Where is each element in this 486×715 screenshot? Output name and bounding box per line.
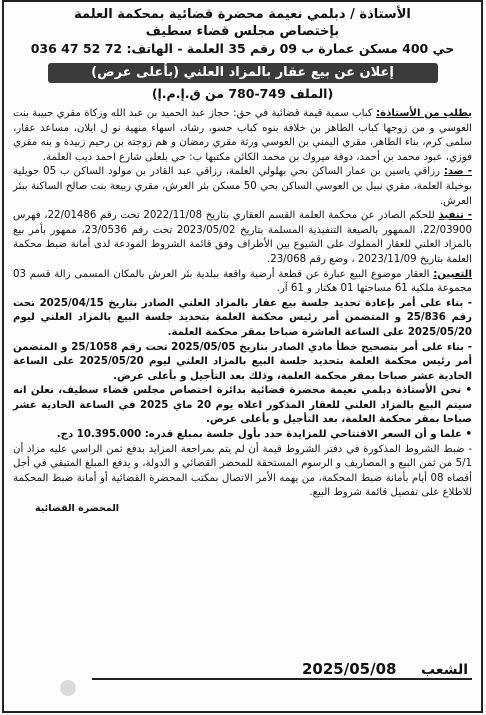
ink-smudge [60, 680, 76, 696]
paragraph-text: - ضبط الشروط المذكورة في دفتر الشروط قيمة أن لم يتم بمراجعة المزايد بدفع ثمن الراسي عليه مزاد أن 5/1 من ثمن البيع و المصاريف و الرسوم المستحقة للمحضر القضائي و الدولة، و يدفع المبلغ المتبقي في أجل أقصاه 08 أيام بأمانة ضبط المحكمة، من يهمه الأمر الاتصال بمكتب المحضرة القضائية أو أمانة ضبط المحكمة للاطلاع على تفصيل قائمة شروط البيع. [13, 443, 472, 499]
newspaper-name: الشعب [420, 662, 468, 678]
announcement-title: إعلان عن بيع عقار بالمزاد العلني (بأعلى عرض) [91, 65, 394, 80]
paragraph-text: رزاقي ياسين بن عمار الساكن بحي بهلولي العلمة، رزاقي عبد القادر بن مولود الساكن ب 05 جويلية بوخيلة العلمة، مقري نبيل بن العوسي الساكن بحي 50 مسكن بئر العرش، مقري ربيعة بنت صالح الساكنة ببئر العرش. [13, 166, 473, 207]
address-phone-line: حي 400 مسكن عمارة ب 09 رقم 35 العلمة - الهاتف: 72 52 47 036 [30, 41, 455, 56]
paragraph-lead: بطلب من الأستاذة: [376, 108, 472, 119]
paragraph-text: - بناء على أمر بتصحيح خطأ مادي الصادر بتاريخ 2025/05/05 تحت رقم 25/1058 و المتضمن أمر رئيس محكمة العلمة بتحديد جلسة البيع بالمزاد العلني ليوم 2025/05/20 على الساعة الحادية عشر صباحا بمقر محكمة العلمة، وذلك بعد التأجيل و بأعلى عرض. [13, 341, 472, 382]
paragraph-reschedule-order [13, 297, 472, 341]
footer-rule [92, 678, 472, 680]
newspaper-footer [2, 658, 482, 698]
paragraph-lead: - ضد: [443, 166, 473, 178]
paragraph-conditions [13, 443, 472, 501]
paragraph-requester [13, 107, 472, 165]
bailiff-header [4, 2, 481, 57]
bailiff-name-line: الأستاذة / دبلمي نعيمة محضرة قضائية بمحكمة العلمة [74, 7, 411, 22]
announcement-title-box [48, 63, 438, 83]
paragraph-text: للحكم الصادر عن محكمة العلمة القسم العقاري بتاريخ 2022/11/08 تحت رقم 22/01486، فهرس 22/03900، الممهور بالصيغة التنفيذية المسلمة بتاريخ 2023/05/02 تحت رقم 23/0536، ممهور بأمر بيع بالمزاد العلني للعقار المملوك على الشيوع بين الأطراف وفق قائمة الشروط المودعة لدى أمانة ضبط محكمة العلمة بتاريخ 2023/11/09 ، وضع رقم 23/068. [13, 210, 473, 265]
signature: المحضرة القضائية [35, 503, 120, 515]
paragraph-lead: - تنفيذ [438, 210, 473, 222]
paragraph-text: • نحن الأستاذة دبلمي نعيمة محضرة قضائية بدائرة اختصاص مجلس قضاء سطيف، نعلن انه سيتم البيع بالمزاد العلني للعقار المذكور اعلاه يوم 20 ماي 2025 في الساعة الحادية عشر صباحا بمقر محكمة العلمة، بعد التأجيل و بأعلى عرض. [13, 385, 472, 426]
paragraph-opening-price [13, 428, 472, 443]
announcement-body [4, 107, 481, 517]
paragraph-text: العقار موضوع البيع عبارة عن قطعة أرضية واقعة ببلدية بئر العرش بالمكان المسمى زالة قسم 03 مجموعة ملكية 61 مساحتها 01 هكتار و 61 آر. [13, 268, 472, 295]
paragraph-correction-order [13, 341, 472, 385]
publication-date: 2025/05/08 [302, 660, 397, 678]
paragraph-text: كباب سمية قيمة قضائية في حق: حجاز عبد الحميد بن عبد الله وزكاة مقري حبيبة بنت العوسي و من زوجها كباب الطاهر بن خلافة بنوه كباب حسو، رشاد، اسهاء منهية نو ل ايلان، مساعد عقار، سلمى كرم، بناء الطاهر، مقري اليمني بن العوسي ورثة مقري رمضان و هم زوجته بن رحيم زبيدة و بنه مقري فوزي، عبود محمد بن أحمد، دوقة ميروك بن محمد الكائن مكتبها ب: حي بلعلى شارع احمد ديب العلمة. [13, 108, 472, 163]
paragraph-against [13, 165, 472, 209]
paragraph-text: • علما و أن السعر الافتتاحي للمزايدة حدد بأول جلسة بمبلغ قدره: 10.395.000 دج. [56, 429, 472, 441]
file-number: (الملف 749-780 من ق.إ.م.إ) [151, 86, 334, 101]
paragraph-designation [13, 268, 472, 297]
paragraph-text: - بناء على أمر بإعادة تحديد جلسة بيع عقار بالمزاد العلني الصادر بتاريخ 2025/04/15 تحت رقم 25/836 و المتضمن أمر رئيس محكمة العلمة بتحديد جلسة البيع بالمزاد العلني ليوم 2025/05/20 على الساعة العاشرة صباحا بمقر محكمة العلمة. [13, 297, 472, 338]
paragraph-lead: التعيين: [433, 268, 472, 280]
paragraph-execution [13, 209, 472, 267]
paragraph-sale-notice [13, 384, 472, 428]
jurisdiction-line: بإختصاص مجلس قضاء سطيف [145, 24, 340, 39]
announcement-frame [2, 0, 483, 713]
